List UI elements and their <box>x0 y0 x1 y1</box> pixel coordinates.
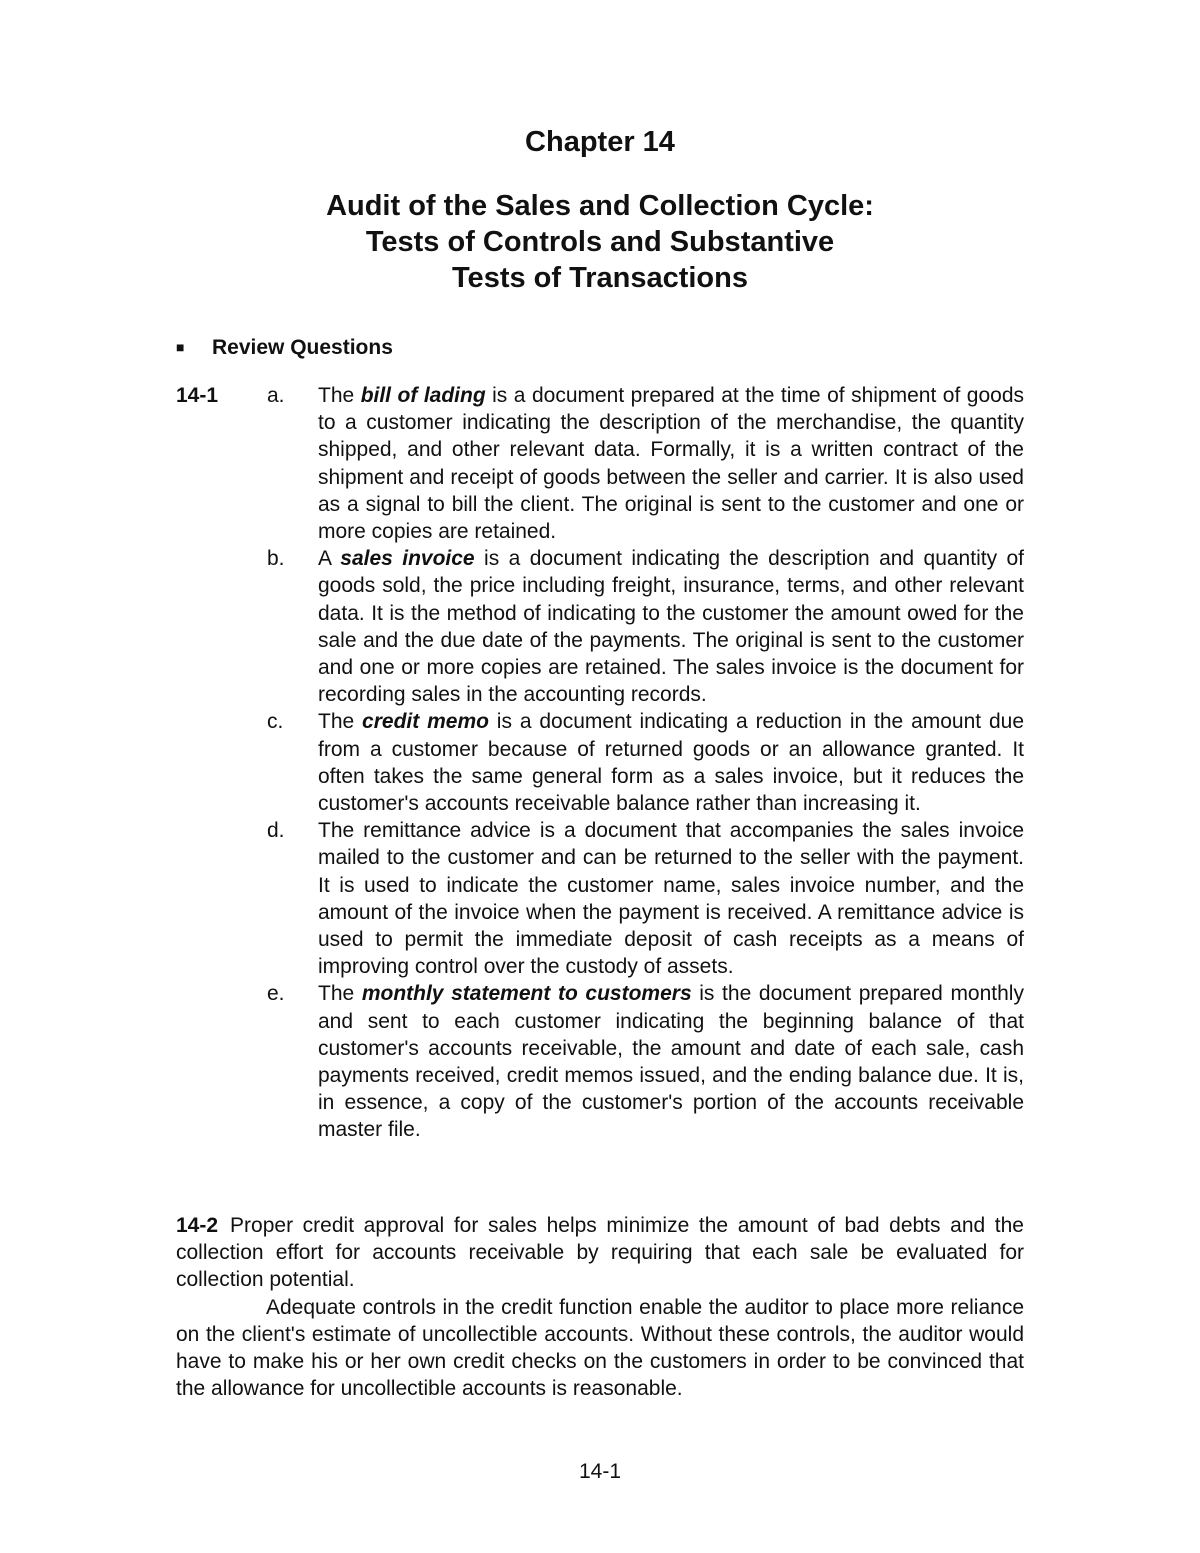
item-text <box>318 545 1024 708</box>
title-line-1: Audit of the Sales and Collection Cycle: <box>326 190 874 222</box>
item-text-rest: is a document indicating the description and quantity of goods sold, the price including freight, insurance, terms, and other relevant data. It is the method of indicating to the customer the amount owed for the sale and the due date of the payments. The original is sent to the customer and one or more copies are retained. The sales invoice is the document for recording sales in the accounting records. <box>318 547 1025 707</box>
item-text-lead: A <box>318 547 341 571</box>
term-monthly-statement: monthly statement to customers <box>361 982 692 1006</box>
item-letter: e. <box>267 982 285 1006</box>
item-letter: c. <box>267 710 284 734</box>
item-text <box>318 980 1024 1143</box>
chapter-title: Chapter 14 <box>525 126 675 158</box>
title-line-2: Tests of Controls and Substantive <box>365 226 835 258</box>
answer-paragraph-2: Adequate controls in the credit function enable the auditor to place more reliance on the client's estimate of uncollectible accounts. Without these controls, the auditor would have to make his or her own credit checks on the customers in order to be convinced that the allowance for uncollectible accounts is reasonable. <box>176 1295 1024 1401</box>
item-text-lead: The <box>318 982 362 1006</box>
term-credit-memo: credit memo <box>362 710 489 734</box>
answer-paragraph-1 <box>176 1212 1024 1294</box>
item-text-rest: is the document prepared monthly and sent to each customer indicating the beginning balance of that customer's accounts receivable, the amount and date of each sale, cash payments received, credit memos issued, and the ending balance due. It is, in essence, a copy of the customer's portion of the accounts receivable master file. <box>318 982 1024 1142</box>
document-title <box>0 188 1200 296</box>
term-sales-invoice: sales invoice <box>340 547 475 571</box>
term-bill-of-lading: bill of lading <box>360 384 486 407</box>
question-14-1 <box>176 382 1024 1144</box>
item-text-lead: The <box>318 384 361 407</box>
item-text-lead: The <box>318 710 363 734</box>
page-number: 14-1 <box>578 1460 622 1483</box>
question-14-2 <box>176 1212 1024 1402</box>
paragraph-text: Proper credit approval for sales helps minimize the amount of bad debts and the collection effort for accounts receivable by requiring that each sale be evaluated for collection potential. <box>176 1214 1024 1292</box>
answer-item-c <box>176 708 1024 817</box>
item-letter: d. <box>267 819 285 843</box>
section-heading-text: Review Questions <box>212 336 393 359</box>
section-heading <box>176 334 393 361</box>
question-number: 14-1 <box>176 384 219 407</box>
item-letter: b. <box>267 547 285 571</box>
question-number: 14-2 <box>176 1214 219 1237</box>
item-text <box>318 382 1024 545</box>
answer-item-e <box>176 980 1024 1143</box>
answer-item-b <box>176 545 1024 708</box>
item-text-rest: is a document indicating a reduction in the amount due from a customer because of returned goods or an allowance granted. It often takes the same general form as a sales invoice, but it reduces the customer's accounts receivable balance rather than increasing it. <box>318 710 1025 816</box>
title-line-3: Tests of Transactions <box>452 262 748 294</box>
answer-item-d <box>176 817 1024 980</box>
item-letter: a. <box>267 384 285 407</box>
item-text-rest: is a document prepared at the time of shipment of goods to a customer indicating the description of the merchandise, the quantity shipped, and other relevant data. Formally, it is a written contract of the shipment and receipt of goods between the seller and carrier. It is also used as a signal to bill the client. The original is sent to the customer and one or more copies are retained. <box>318 384 1024 544</box>
item-text <box>318 708 1024 817</box>
square-bullet-icon: ■ <box>176 339 185 355</box>
item-text: The remittance advice is a document that accompanies the sales invoice mailed to the customer and can be returned to the seller with the payment. It is used to indicate the customer name, sales invoice number, and the amount of the invoice when the payment is received. A remittance advice is used to permit the immediate deposit of cash receipts as a means of improving control over the custody of assets. <box>318 819 1024 979</box>
answer-item-a <box>176 382 1024 545</box>
